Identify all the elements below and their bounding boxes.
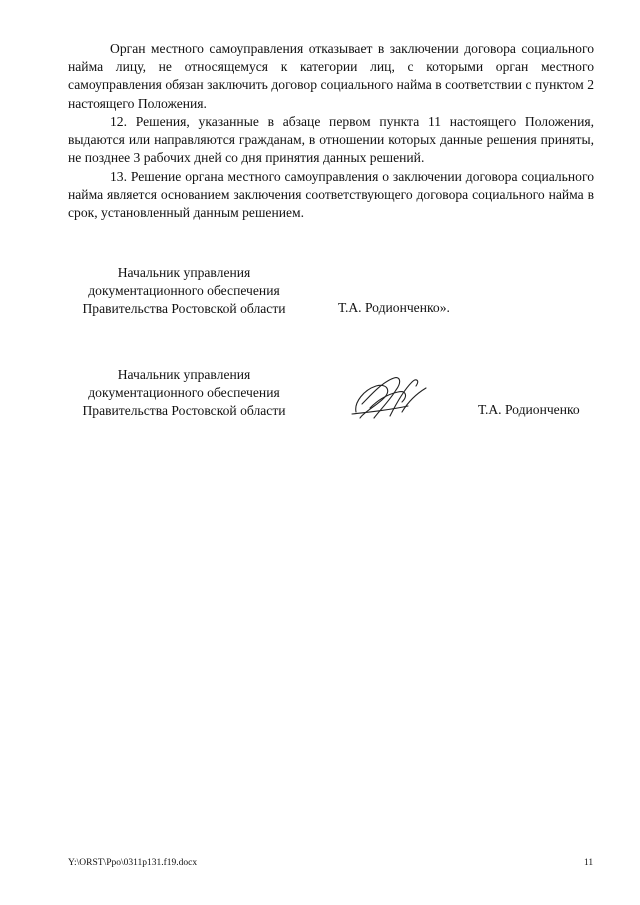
paragraph-12 — [68, 113, 594, 168]
signature-block-2-name: Т.А. Родионченко — [478, 402, 580, 417]
paragraph-refusal-text: Орган местного самоуправления отказывает в заключении договора социального найма лицу, не относящемуся к категории лиц, с которыми орган местного самоуправления обязан заключить договор социального найма в соответствии с пунктом 2 настоящего Положения. — [68, 41, 594, 111]
paragraph-13-text: 13. Решение органа местного самоуправления о заключении договора социального найма является основанием заключения соответствующего договора социального найма в срок, установленный данным решением. — [68, 169, 594, 221]
sig1-line2: документационного обеспечения — [88, 283, 280, 299]
signature-block-1-name: Т.А. Родионченко». — [338, 300, 450, 315]
footer-page-number: 11 — [584, 858, 594, 868]
sig1-line3: Правительства Ростовской области — [82, 301, 286, 317]
signature-block-1-title — [68, 264, 300, 319]
sig1-line1: Начальник управления — [117, 265, 251, 280]
footer-file-path: Y:\ORST\Ppo\0311p131.f19.docx — [68, 858, 198, 868]
signature-block-2-title — [68, 366, 300, 421]
paragraph-12-text: 12. Решения, указанные в абзаце первом пункта 11 настоящего Положения, выдаются или направляются гражданам, в отношении которых данные решения приняты, не позднее 3 рабочих дней со дня принятия данных решений. — [68, 114, 594, 166]
sig2-line3: Правительства Ростовской области — [82, 403, 286, 419]
handwritten-signature — [350, 372, 436, 424]
sig2-line1: Начальник управления — [117, 367, 251, 382]
paragraph-13 — [68, 168, 594, 223]
paragraph-refusal — [68, 40, 594, 113]
sig2-line2: документационного обеспечения — [88, 385, 280, 401]
